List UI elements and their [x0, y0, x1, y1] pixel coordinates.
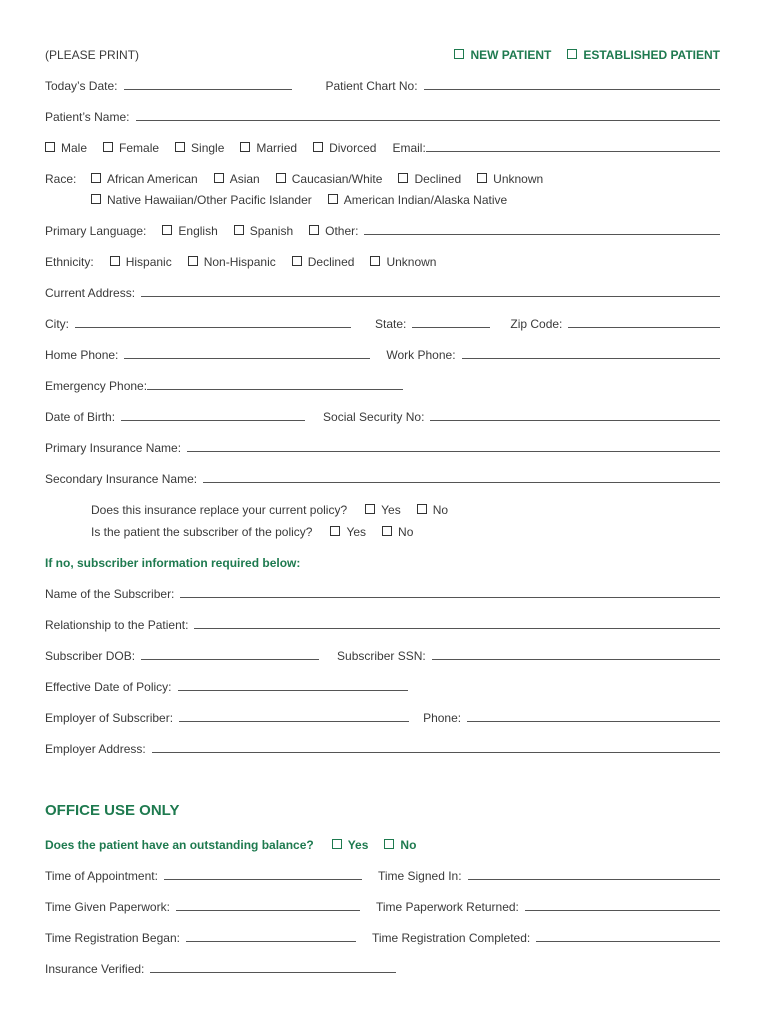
- race-unknown-checkbox[interactable]: Unknown: [477, 172, 543, 186]
- office-use-title: OFFICE USE ONLY: [45, 802, 180, 819]
- checkbox-icon: [567, 49, 577, 59]
- male-checkbox[interactable]: Male: [45, 141, 87, 155]
- replace-policy-no-checkbox[interactable]: No: [417, 503, 448, 517]
- established-patient-checkbox[interactable]: ESTABLISHED PATIENT: [567, 48, 720, 62]
- employer-address-field[interactable]: [152, 752, 720, 753]
- race-row-2: [45, 189, 720, 207]
- city-state-zip-row: City: State: Zip Code:: [45, 313, 720, 331]
- checkbox-icon: [91, 173, 101, 183]
- female-checkbox[interactable]: Female: [103, 141, 159, 155]
- patient-name-field[interactable]: [136, 120, 721, 121]
- ethnicity-hispanic-checkbox[interactable]: Hispanic: [110, 255, 172, 269]
- city-field[interactable]: [75, 327, 351, 328]
- checkbox-icon: [103, 142, 113, 152]
- current-address-row: Current Address:: [45, 282, 720, 300]
- language-other-checkbox[interactable]: Other:: [309, 224, 358, 238]
- checkbox-icon: [309, 225, 319, 235]
- language-row: Primary Language: English Spanish Other:: [45, 220, 720, 238]
- is-subscriber-row: Is the patient the subscriber of the policy? Yes No: [91, 525, 414, 539]
- patient-name-row: Patient’s Name:: [45, 106, 720, 124]
- relationship-row: Relationship to the Patient:: [45, 614, 720, 632]
- phone-row: Home Phone: Work Phone:: [45, 344, 720, 362]
- employer-field[interactable]: [179, 721, 409, 722]
- time-signed-in-field[interactable]: [468, 879, 720, 880]
- checkbox-icon: [110, 256, 120, 266]
- emergency-phone-field[interactable]: [147, 389, 403, 390]
- relationship-field[interactable]: [194, 628, 720, 629]
- ethnicity-unknown-checkbox[interactable]: Unknown: [370, 255, 436, 269]
- race-american-indian-checkbox[interactable]: American Indian/Alaska Native: [328, 193, 507, 207]
- checkbox-icon: [234, 225, 244, 235]
- replace-policy-yes-checkbox[interactable]: Yes: [365, 503, 401, 517]
- checkbox-icon: [382, 526, 392, 536]
- time-given-paperwork-field[interactable]: [176, 910, 360, 911]
- current-address-field[interactable]: [141, 296, 720, 297]
- effective-date-row: Effective Date of Policy:: [45, 676, 720, 694]
- effective-date-field[interactable]: [178, 690, 408, 691]
- time-registration-row: Time Registration Began: Time Registration Completed:: [45, 927, 720, 945]
- race-african-american-checkbox[interactable]: African American: [91, 172, 198, 186]
- checkbox-icon: [370, 256, 380, 266]
- checkbox-icon: [162, 225, 172, 235]
- time-appointment-row: Time of Appointment: Time Signed In:: [45, 865, 720, 883]
- language-spanish-checkbox[interactable]: Spanish: [234, 224, 293, 238]
- email-field[interactable]: [426, 151, 720, 152]
- emergency-phone-row: Emergency Phone:: [45, 375, 720, 393]
- zip-code-field[interactable]: [568, 327, 720, 328]
- checkbox-icon: [313, 142, 323, 152]
- checkbox-icon: [398, 173, 408, 183]
- checkbox-icon: [188, 256, 198, 266]
- ethnicity-row: Ethnicity: Hispanic Non-Hispanic Declined Unknown: [45, 255, 437, 269]
- subscriber-dob-ssn-row: Subscriber DOB: Subscriber SSN:: [45, 645, 720, 663]
- subscriber-dob-field[interactable]: [141, 659, 319, 660]
- primary-insurance-row: Primary Insurance Name:: [45, 437, 720, 455]
- race-asian-checkbox[interactable]: Asian: [214, 172, 260, 186]
- subscriber-name-row: Name of the Subscriber:: [45, 583, 720, 601]
- insurance-verified-field[interactable]: [150, 972, 396, 973]
- checkbox-icon: [276, 173, 286, 183]
- secondary-insurance-field[interactable]: [203, 482, 720, 483]
- checkbox-icon: [330, 526, 340, 536]
- checkbox-icon: [477, 173, 487, 183]
- checkbox-icon: [45, 142, 55, 152]
- balance-row: Does the patient have an outstanding balance? Yes No: [45, 838, 417, 852]
- time-registration-began-field[interactable]: [186, 941, 356, 942]
- ethnicity-declined-checkbox[interactable]: Declined: [292, 255, 355, 269]
- language-english-checkbox[interactable]: English: [162, 224, 217, 238]
- checkbox-icon: [332, 839, 342, 849]
- race-row: Race: African American Asian Caucasian/White Declined Unknown: [45, 172, 544, 186]
- new-patient-checkbox[interactable]: NEW PATIENT: [454, 48, 551, 62]
- replace-policy-row: Does this insurance replace your current policy? Yes No: [91, 503, 449, 517]
- time-paperwork-row: Time Given Paperwork: Time Paperwork Returned:: [45, 896, 720, 914]
- date-of-birth-field[interactable]: [121, 420, 305, 421]
- time-registration-completed-field[interactable]: [536, 941, 720, 942]
- checkbox-icon: [292, 256, 302, 266]
- race-caucasian-checkbox[interactable]: Caucasian/White: [276, 172, 383, 186]
- divorced-checkbox[interactable]: Divorced: [313, 141, 376, 155]
- time-appointment-field[interactable]: [164, 879, 362, 880]
- language-other-field[interactable]: [364, 234, 720, 235]
- employer-row: Employer of Subscriber: Phone:: [45, 707, 720, 725]
- insurance-verified-row: Insurance Verified:: [45, 958, 720, 976]
- checkbox-icon: [417, 504, 427, 514]
- race-declined-checkbox[interactable]: Declined: [398, 172, 461, 186]
- header-row: [45, 44, 720, 62]
- employer-phone-field[interactable]: [467, 721, 720, 722]
- race-native-hawaiian-checkbox[interactable]: Native Hawaiian/Other Pacific Islander: [91, 193, 312, 207]
- balance-yes-checkbox[interactable]: Yes: [332, 838, 369, 852]
- state-field[interactable]: [412, 327, 490, 328]
- home-phone-field[interactable]: [124, 358, 370, 359]
- single-checkbox[interactable]: Single: [175, 141, 224, 155]
- sex-marital-email-row: Male Female Single Married Divorced Email:: [45, 137, 720, 155]
- checkbox-icon: [91, 194, 101, 204]
- subscriber-ssn-field[interactable]: [432, 659, 720, 660]
- subscriber-name-field[interactable]: [180, 597, 720, 598]
- date-chart-row: Today’s Date: Patient Chart No:: [45, 75, 720, 93]
- is-subscriber-yes-checkbox[interactable]: Yes: [330, 525, 366, 539]
- secondary-insurance-row: Secondary Insurance Name:: [45, 468, 720, 486]
- is-subscriber-no-checkbox[interactable]: No: [382, 525, 413, 539]
- checkbox-icon: [175, 142, 185, 152]
- subscriber-info-note: If no, subscriber information required below:: [45, 556, 301, 570]
- employer-address-row: Employer Address:: [45, 738, 720, 756]
- ssn-field[interactable]: [430, 420, 720, 421]
- balance-no-checkbox[interactable]: No: [384, 838, 416, 852]
- patient-chart-no-field[interactable]: [424, 89, 720, 90]
- primary-insurance-field[interactable]: [187, 451, 720, 452]
- todays-date-field[interactable]: [124, 89, 292, 90]
- checkbox-icon: [240, 142, 250, 152]
- work-phone-field[interactable]: [462, 358, 720, 359]
- dob-ssn-row: Date of Birth: Social Security No:: [45, 406, 720, 424]
- time-paperwork-returned-field[interactable]: [525, 910, 720, 911]
- ethnicity-non-hispanic-checkbox[interactable]: Non-Hispanic: [188, 255, 276, 269]
- married-checkbox[interactable]: Married: [240, 141, 297, 155]
- checkbox-icon: [328, 194, 338, 204]
- checkbox-icon: [365, 504, 375, 514]
- checkbox-icon: [214, 173, 224, 183]
- checkbox-icon: [454, 49, 464, 59]
- checkbox-icon: [384, 839, 394, 849]
- please-print-label: (PLEASE PRINT): [45, 48, 140, 62]
